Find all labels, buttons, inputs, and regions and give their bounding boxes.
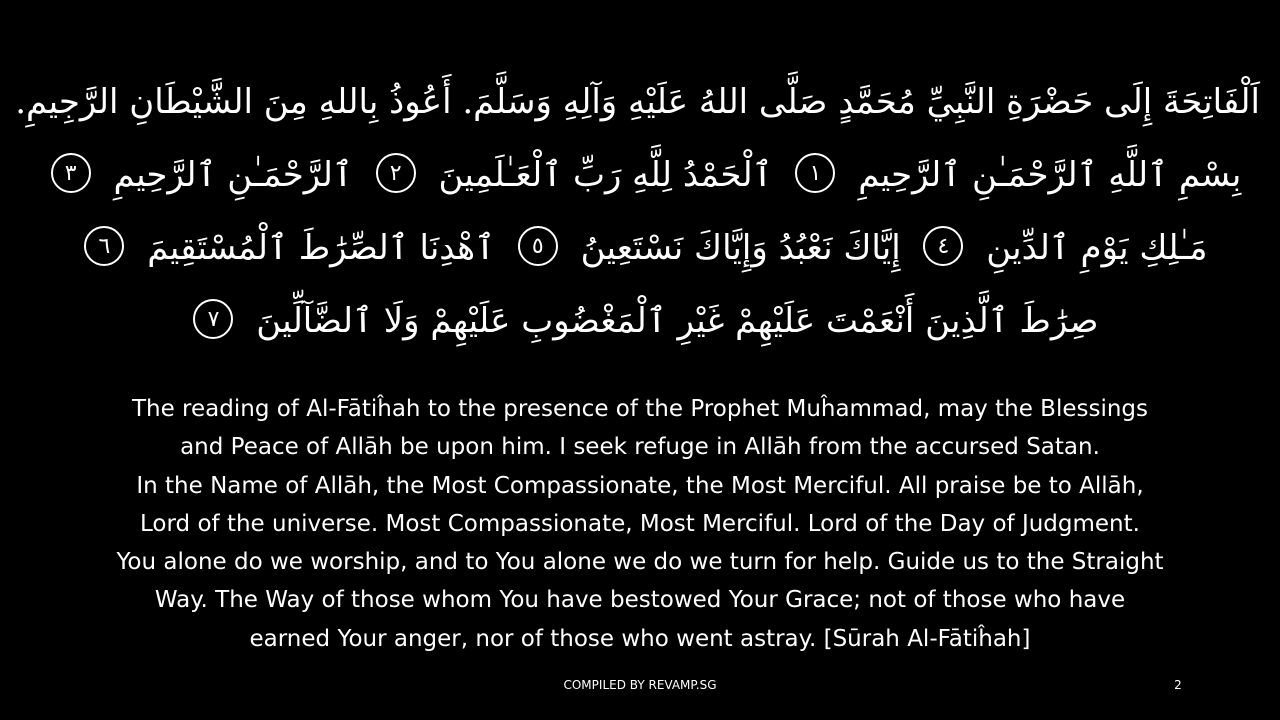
translation-line: The reading of Al-Fātiĥah to the presence of the Prophet Muĥammad, may the Blessings — [131, 396, 1149, 422]
ayah-number-2-icon: ٢ — [376, 153, 416, 193]
verse-4-text: مَـٰلِكِ يَوْمِ ٱلدِّينِ — [986, 228, 1208, 268]
verse-6-text: ٱهْدِنَا ٱلصِّرَٰطَ ٱلْمُسْتَقِيمَ — [147, 228, 496, 268]
verse-3-text: ٱلرَّحْمَـٰنِ ٱلرَّحِيمِ — [113, 155, 353, 195]
arabic-verse-line-3 — [20, 285, 1260, 358]
verse-2-text: ٱلْحَمْدُ لِلَّهِ رَبِّ ٱلْعَـٰلَمِينَ — [438, 155, 773, 195]
arabic-dedication-line — [15, 66, 1260, 139]
ayah-number-1-icon: ١ — [795, 153, 835, 193]
slide-page-number: 2 — [1174, 678, 1182, 692]
translation-line: You alone do we worship, and to You alone we do we turn for help. Guide us to the Straight — [116, 549, 1164, 576]
ayah-number-4-icon: ٤ — [923, 226, 963, 266]
arabic-verse-line-2 — [20, 212, 1260, 285]
arabic-text-block — [15, 66, 1260, 358]
ayah-number-6-icon: ٦ — [84, 226, 124, 266]
ayah-number-7-icon: ٧ — [193, 299, 233, 339]
translation-line: and Peace of Allāh be upon him. I seek refuge in Allāh from the accursed Satan. — [180, 434, 1100, 461]
verse-1-text: بِسْمِ ٱللَّهِ ٱلرَّحْمَـٰنِ ٱلرَّحِيمِ — [858, 155, 1242, 195]
translation-line: earned Your anger, nor of those who went astray. [Sūrah Al-Fātiĥah] — [249, 625, 1031, 652]
footer-credit: COMPILED BY REVAMP.SG — [563, 678, 717, 692]
arabic-dedication-text: اَلْفَاتِحَةَ إِلَى حَضْرَةِ النَّبِيِّ مُحَمَّدٍ صَلَّى اللهُ عَلَيْهِ وَآلِهِ وَسَلَّمَ. أَعُوذُ بِاللهِ مِنَ الشَّيْطَانِ الرَّجِيمِ. — [15, 82, 1260, 122]
translation-line: Way. The Way of those whom You have bestowed Your Grace; not of those who have — [154, 587, 1126, 614]
verse-5-text: إِيَّاكَ نَعْبُدُ وَإِيَّاكَ نَسْتَعِينُ — [580, 228, 901, 268]
ayah-number-3-icon: ٣ — [51, 153, 91, 193]
translation-line: Lord of the universe. Most Compassionate, Most Merciful. Lord of the Day of Judgment. — [140, 510, 1140, 537]
translation-line: In the Name of Allāh, the Most Compassionate, the Most Merciful. All praise be to Allāh, — [136, 472, 1144, 499]
ayah-number-5-icon: ٥ — [518, 226, 558, 266]
english-translation — [30, 390, 1250, 658]
arabic-verse-line-1 — [20, 139, 1260, 212]
verse-7-text: صِرَٰطَ ٱلَّذِينَ أَنْعَمْتَ عَلَيْهِمْ غَيْرِ ٱلْمَغْضُوبِ عَلَيْهِمْ وَلَا ٱلضَّآلِّينَ — [256, 301, 1099, 341]
